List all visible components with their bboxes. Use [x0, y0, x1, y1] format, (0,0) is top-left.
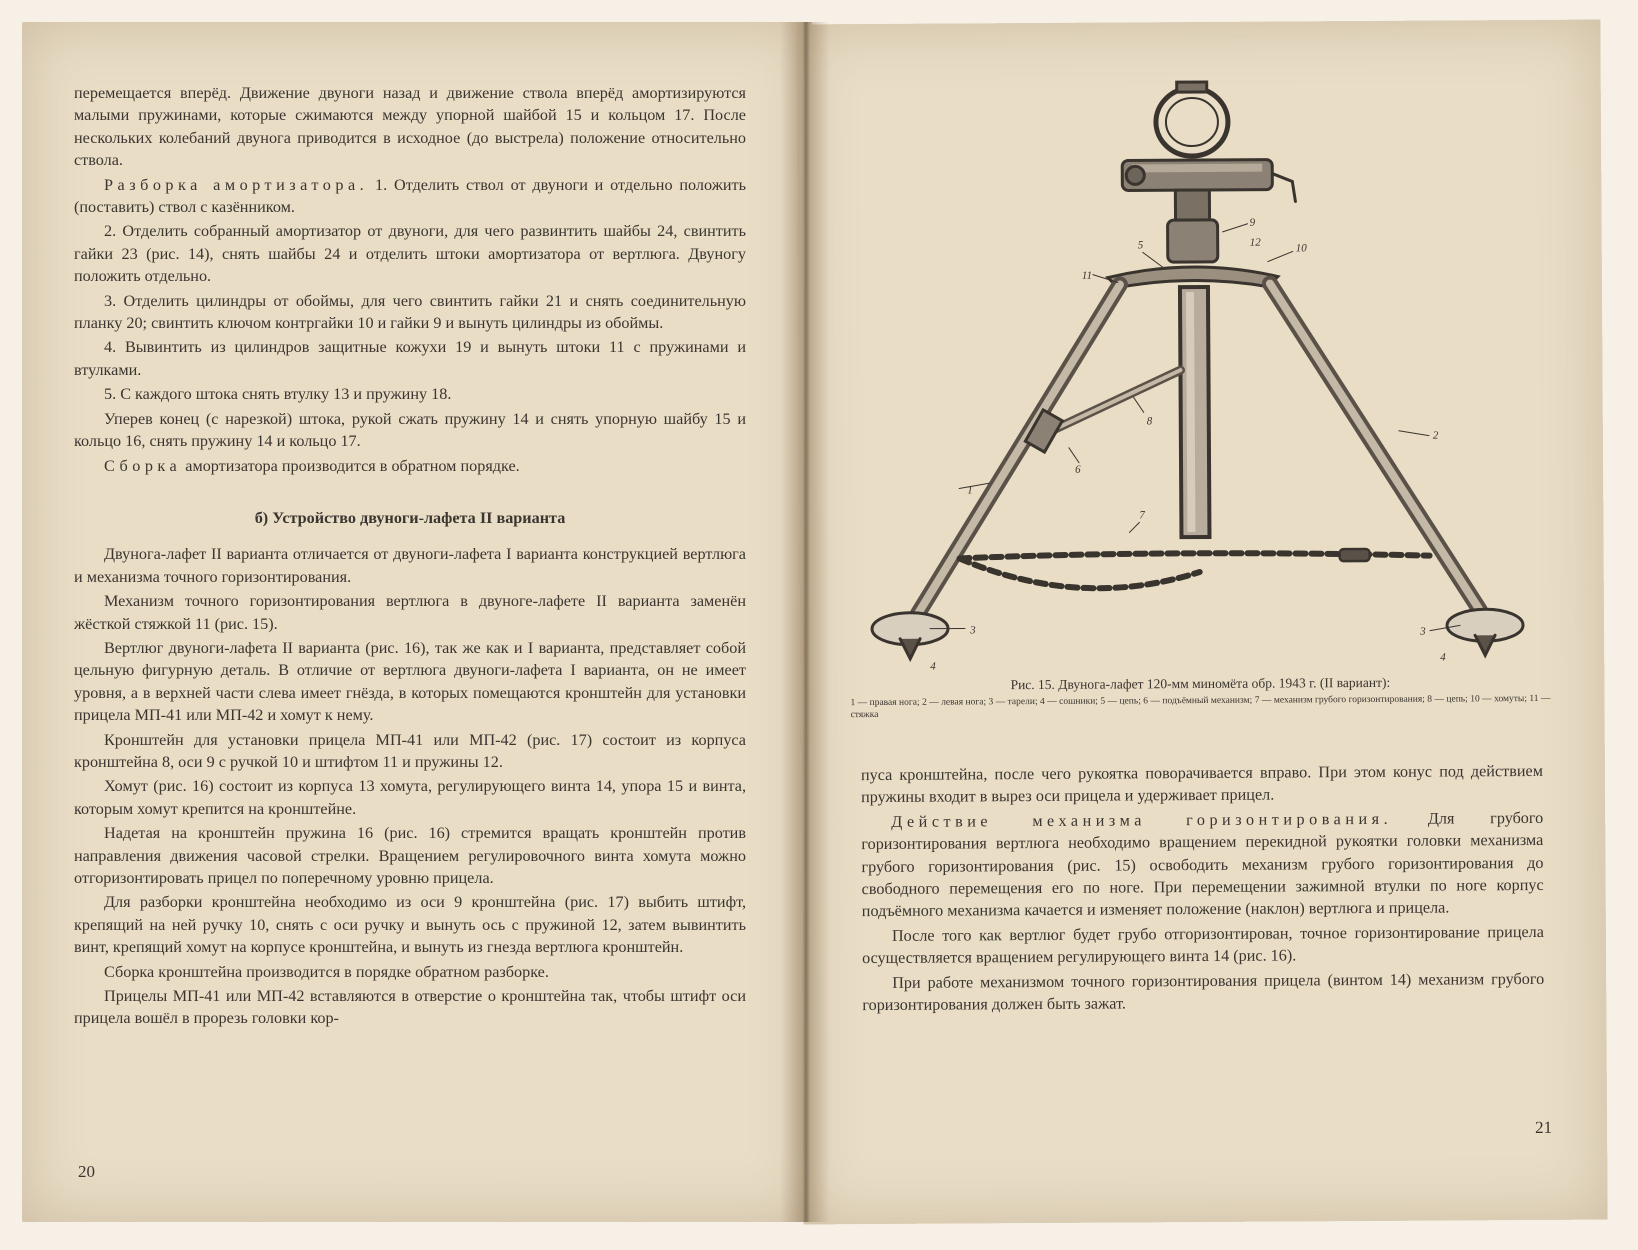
paragraph: Кронштейн для установки прицела МП-41 или МП-42 (рис. 17) состоит из корпуса кронштейна 8, оси 9 с ручкой 10 и штифтом 11 и пружины 12.	[74, 730, 746, 771]
page-number: 21	[1535, 1117, 1553, 1137]
lead-text: Действие механизма горизонтирования.	[891, 809, 1393, 831]
paragraph-text: амортизатора производится в обратном порядке.	[181, 456, 520, 475]
paragraph: Механизм точного горизонтирования вертлюга в двуноге-лафете II варианта заменён жёсткой стяжкой 11 (рис. 15).	[74, 592, 746, 633]
part-label: 12	[1249, 236, 1261, 249]
paragraph: Надетая на кронштейн пружина 16 (рис. 16) стремится вращать кронштейн против направления движения часовой стрелки. Вращением регулировочного винта хомута можно отгоризонтировать прицел по поперечному уровню прицела.	[74, 824, 746, 887]
lead-text: Разборка амортизатора.	[104, 175, 369, 194]
page-number: 20	[78, 1162, 95, 1181]
paragraph-text: 1. Отделить ствол от двуноги и отдельно положить (поставить) ствол с казёнником.	[74, 175, 746, 217]
paragraph: пуса кронштейна, после чего рукоятка поворачивается вправо. При этом конус под действием пружины входит в вырез оси прицела и удерживает прицел.	[860, 761, 1543, 807]
caption-legend: 1 — правая нога; 2 — левая нога; 3 — тарели; 4 — сошники; 5 — цепь; 6 — подъёмный механизм; 7 — механизм грубого горизонтирования; 8 — цепь; 10 — хомуты; 11 — стяжка	[850, 693, 1551, 721]
part-label: 10	[1295, 242, 1307, 255]
paragraph: Для разборки кронштейна необходимо из оси 9 кронштейна (рис. 17) выбить штифт, крепящий на ней ручку 10, снять с оси ручку и вынуть ось с пружиной 12, затем вывинтить винт, крепящий хомут на корпусе кронштейна, и вынуть из гнезда вертлюга кронштейн.	[74, 893, 746, 957]
lead-text: Сборка	[104, 456, 182, 475]
paragraph: 2. Отделить собранный амортизатор от двуноги, для чего развинтить шайбы 24, свинтить гайки 23 (рис. 14), снять шайбы 24 и отделить штоки амортизатора от вертлюга. Двуногу положить отдельно.	[74, 222, 746, 286]
caption-title: Рис. 15. Двунога-лафет 120-мм миномёта обр. 1943 г. (II вариант):	[1010, 674, 1391, 693]
paragraph: Сборка кронштейна производится в порядке обратном разборке.	[104, 962, 549, 981]
part-label: 9	[1249, 216, 1256, 229]
paragraph: Двунога-лафет II варианта отличается от двуноги-лафета I варианта конструкцией вертлюга и механизма точного горизонтирования.	[74, 545, 746, 586]
figure-caption	[850, 674, 1550, 721]
paragraph: После того как вертлюг будет грубо отгоризонтирован, точное горизонтирование прицела осуществляется вращением регулирующего винта 14 (рис. 16).	[861, 922, 1544, 968]
part-label: 5	[1137, 239, 1144, 252]
part-label: 4	[1440, 651, 1446, 664]
paragraph	[861, 807, 1544, 923]
section-heading: б) Устройство двуноги-лафета II варианта	[254, 508, 566, 527]
paragraph: При работе механизмом точного горизонтирования прицела (винтом 14) механизм грубого горизонтирования должен быть зажат.	[862, 969, 1545, 1015]
part-label: 2	[1432, 429, 1439, 442]
bipod-mount-illustration	[837, 50, 1541, 684]
left-page	[22, 22, 812, 1222]
paragraph: перемещается вперёд. Движение двуноги назад и движение ствола вперёд амортизируются малыми пружинами, которые сжимаются между упорной шайбой 15 и кольцом 17. После нескольких колебаний двунога приводится в исходное (до выстрела) положение относительно ствола.	[74, 84, 746, 170]
paragraph-text: Для грубого горизонтирования вертлюга необходимо вращением перекидной рукоятки головки механизма грубого горизонтирования (рис. 15) освободить механизм грубого горизонтирования до свободного перемещения его по ноге. При перемещении зажимной втулки по ноге корпус подъёмного механизма качается и изменяет положение (наклон) вертлюга и прицела.	[861, 808, 1544, 921]
paragraph	[74, 174, 746, 219]
part-label: 6	[1075, 463, 1081, 476]
right-page	[796, 20, 1607, 1225]
paragraph: 4. Вывинтить из цилиндров защитные кожухи 19 и вынуть штоки 11 с пружинами и втулками.	[74, 338, 746, 379]
part-label: 8	[1146, 415, 1153, 428]
paragraph: Прицелы МП-41 или МП-42 вставляются в отверстие о кронштейна так, чтобы штифт оси прицела вошёл в прорезь головки кор-	[74, 987, 746, 1028]
paragraph: Хомут (рис. 16) состоит из корпуса 13 хомута, регулирующего винта 14, упора 15 и винта, которым хомут крепится на кронштейне.	[74, 777, 746, 818]
right-page-text	[861, 760, 1545, 1017]
paragraph: 3. Отделить цилиндры от обоймы, для чего свинтить гайки 21 и снять соединительную планку 20; свинтить ключом контргайки 10 и гайки 9 и вынуть цилиндры из обоймы.	[74, 291, 746, 333]
part-label: 11	[1081, 269, 1093, 282]
part-label: 1	[967, 484, 973, 497]
paragraph	[74, 455, 746, 477]
part-label: 3	[1420, 625, 1426, 638]
part-label: 7	[1139, 509, 1145, 522]
part-label: 3	[970, 624, 976, 637]
paragraph: Вертлюг двуноги-лафета II варианта (рис. 16), так же как и I варианта, представляет собой цельную фигурную деталь. В отличие от вертлюга двуноги-лафета I варианта, он не имеет уровня, а в верхней части слева имеет гнёзда, в которых помещаются кронштейн для установки прицела МП-41 или МП-42 и хомут к нему.	[74, 638, 746, 725]
paragraph: Уперев конец (с нарезкой) штока, рукой сжать пружину 14 и снять упорную шайбу 15 и кольцо 16, снять пружину 14 и кольцо 17.	[74, 409, 746, 451]
paragraph: 5. С каждого штока снять втулку 13 и пружину 18.	[104, 385, 452, 404]
part-label: 4	[930, 660, 936, 673]
left-page-text	[74, 82, 746, 1030]
